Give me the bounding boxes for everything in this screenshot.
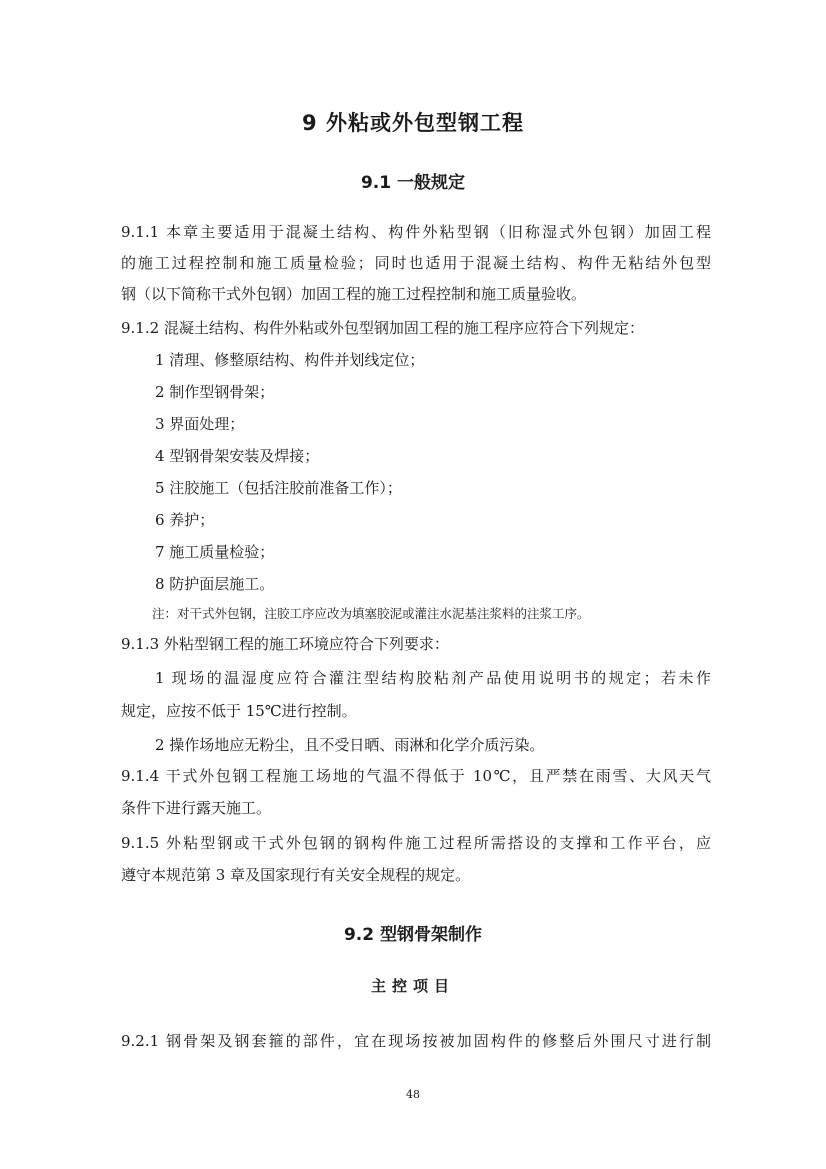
list-item: 5 注胶施工（包括注胶前准备工作）； xyxy=(155,479,402,497)
page-number: 48 xyxy=(406,1088,420,1101)
paragraph-line: 9.1.3 外粘型钢工程的施工环境应符合下列要求： xyxy=(121,635,449,653)
list-item: 4 型钢骨架安装及焊接； xyxy=(155,447,320,465)
section-title-9-1: 9.1 一般规定 xyxy=(360,173,466,193)
section-title-9-2: 9.2 型钢骨架制作 xyxy=(343,925,483,945)
list-item: 3 界面处理； xyxy=(155,415,245,433)
paragraph-line: 条件下进行露天施工。 xyxy=(121,799,272,817)
paragraph-line: 9.1.4 干式外包钢工程施工场地的气温不得低于 10℃，且严禁在雨雪、大风天气 xyxy=(121,767,711,785)
list-item: 2 操作场地应无粉尘，且不受日晒、雨淋和化学介质污染。 xyxy=(155,736,545,754)
paragraph-line: 9.2.1 钢骨架及钢套箍的部件，宜在现场按被加固构件的修整后外围尺寸进行制 xyxy=(121,1032,711,1050)
list-item: 8 防护面层施工。 xyxy=(155,575,275,593)
sub-heading: 主控项目 xyxy=(370,977,455,995)
list-item: 2 制作型钢骨架； xyxy=(155,383,275,401)
paragraph-line: 遵守本规范第 3 章及国家现行有关安全规程的规定。 xyxy=(121,866,471,884)
paragraph-line: 钢（以下简称干式外包钢）加固工程的施工过程控制和施工质量验收。 xyxy=(121,285,587,303)
paragraph-line: 9.1.1 本章主要适用于混凝土结构、构件外粘型钢（旧称湿式外包钢）加固工程 xyxy=(121,223,711,241)
list-item: 7 施工质量检验； xyxy=(155,543,275,561)
list-item: 1 清理、修整原结构、构件并划线定位； xyxy=(155,351,425,369)
chapter-title: 9 外粘或外包型钢工程 xyxy=(302,111,524,135)
paragraph-line: 9.1.2 混凝土结构、构件外粘或外包型钢加固工程的施工程序应符合下列规定： xyxy=(121,319,644,337)
list-item: 6 养护； xyxy=(155,511,215,529)
paragraph-line: 规定，应按不低于 15℃进行控制。 xyxy=(121,702,357,720)
note-text: 注：对干式外包钢，注胶工序应改为填塞胶泥或灌注水泥基注浆料的注浆工序。 xyxy=(152,606,590,621)
list-item: 1 现场的温湿度应符合灌注型结构胶粘剂产品使用说明书的规定；若未作 xyxy=(155,669,711,687)
paragraph-line: 9.1.5 外粘型钢或干式外包钢的钢构件施工过程所需搭设的支撑和工作平台，应 xyxy=(121,834,711,852)
paragraph-line: 的施工过程控制和施工质量检验；同时也适用于混凝土结构、构件无粘结外包型 xyxy=(121,254,711,272)
